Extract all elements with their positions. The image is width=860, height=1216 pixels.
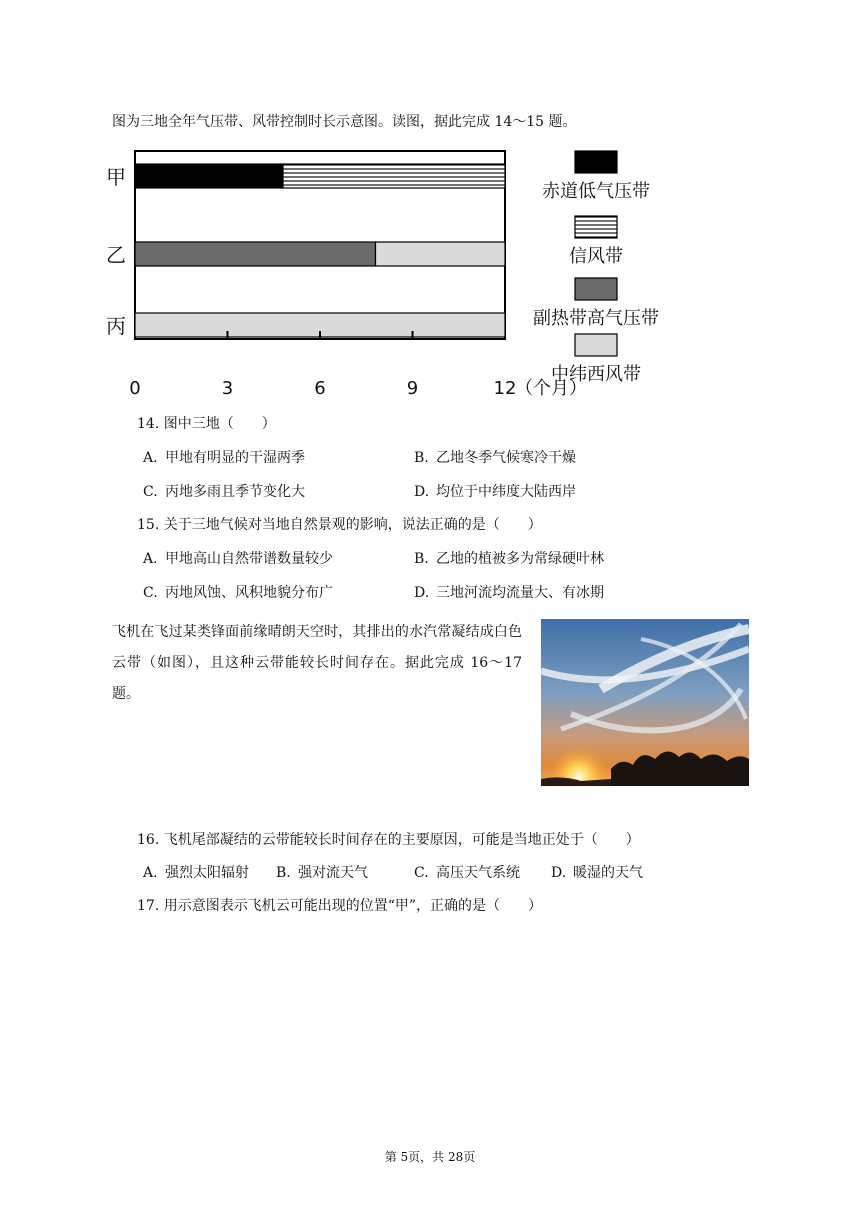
option-text: 均位于中纬度大陆西岸 — [436, 484, 576, 500]
legend-label: 中纬西风带 — [551, 364, 641, 385]
page-footer: 第 5页，共 28页 — [384, 1150, 476, 1164]
option-letter: C. — [143, 484, 158, 500]
question-14-stem: 14. 图中三地（ ） — [137, 416, 276, 432]
legend-swatch — [575, 151, 617, 173]
option-letter: B. — [414, 450, 429, 466]
option-text: 甲地有明显的干湿两季 — [165, 450, 305, 466]
q15-option-a[interactable] — [143, 548, 333, 570]
legend-swatch — [575, 334, 617, 356]
option-text: 强对流天气 — [298, 865, 368, 881]
row-label: 乙 — [106, 243, 126, 267]
row-label: 丙 — [106, 314, 126, 338]
legend-swatch — [575, 216, 617, 238]
option-letter: A. — [143, 450, 158, 466]
option-letter: C. — [143, 585, 158, 601]
q14-option-a[interactable] — [143, 447, 305, 469]
option-text: 甲地高山自然带谱数量较少 — [165, 551, 333, 567]
q14-option-c[interactable] — [143, 481, 305, 503]
option-letter: B. — [414, 551, 429, 567]
option-text: 乙地冬季气候寒冷干燥 — [436, 450, 576, 466]
bar-segment — [283, 164, 505, 188]
bar-segment — [135, 164, 283, 188]
question-15-stem: 15. 关于三地气候对当地自然景观的影响，说法正确的是（ ） — [137, 517, 542, 533]
option-letter: D. — [551, 865, 567, 881]
row-label: 甲 — [106, 165, 126, 189]
option-letter: A. — [143, 865, 158, 881]
option-letter: B. — [276, 865, 291, 881]
x-tick-label: 9 — [406, 378, 419, 399]
option-letter: D. — [414, 484, 430, 500]
passage-text: 飞机在飞过某类锋面前缘晴朗天空时，其排出的水汽常凝结成白色云带（如图），且这种云带能较长时间存在。据此完成 16～17 题。 — [112, 624, 522, 702]
option-text: 强烈太阳辐射 — [165, 865, 249, 881]
legend-swatch — [575, 278, 617, 300]
option-text: 暖湿的天气 — [573, 865, 643, 881]
q16-option-b[interactable] — [276, 862, 368, 884]
x-tick-label: 6 — [314, 378, 326, 399]
q16-option-a[interactable] — [143, 862, 249, 884]
pressure-wind-band-chart — [100, 140, 700, 402]
contrail-sunset-photo — [541, 619, 749, 786]
legend-label: 信风带 — [569, 246, 623, 267]
option-text: 乙地的植被多为常绿硬叶林 — [436, 551, 604, 567]
q14-option-d[interactable] — [414, 481, 576, 503]
question-17-stem: 17. 用示意图表示飞机云可能出现的位置“甲”，正确的是（ ） — [137, 898, 543, 914]
q14-option-b[interactable] — [414, 447, 576, 469]
option-letter: A. — [143, 551, 158, 567]
bar-segment — [135, 242, 376, 266]
question-16-stem: 16. 飞机尾部凝结的云带能较长时间存在的主要原因，可能是当地正处于（ ） — [137, 832, 640, 848]
legend-label: 赤道低气压带 — [542, 181, 650, 202]
option-letter: D. — [414, 585, 430, 601]
option-letter: C. — [414, 865, 429, 881]
q15-option-c[interactable] — [143, 582, 333, 604]
x-tick-label: 0 — [129, 378, 141, 399]
x-tick-label: 3 — [221, 378, 234, 399]
intro-text: 图为三地全年气压带、风带控制时长示意图。读图，据此完成 14～15 题。 — [112, 114, 577, 130]
bar-segment — [376, 242, 506, 266]
q16-option-d[interactable] — [551, 862, 643, 884]
q15-option-d[interactable] — [414, 582, 604, 604]
q16-option-c[interactable] — [414, 862, 520, 884]
option-text: 丙地多雨且季节变化大 — [165, 484, 305, 500]
option-text: 三地河流均流量大、有冰期 — [436, 585, 604, 601]
option-text: 高压天气系统 — [436, 865, 520, 881]
q15-option-b[interactable] — [414, 548, 604, 570]
legend-label: 副热带高气压带 — [533, 308, 659, 329]
option-text: 丙地风蚀、风积地貌分布广 — [165, 585, 333, 601]
x-tick-label: 12 — [493, 378, 517, 399]
x-unit-label: （个月） — [515, 378, 587, 399]
